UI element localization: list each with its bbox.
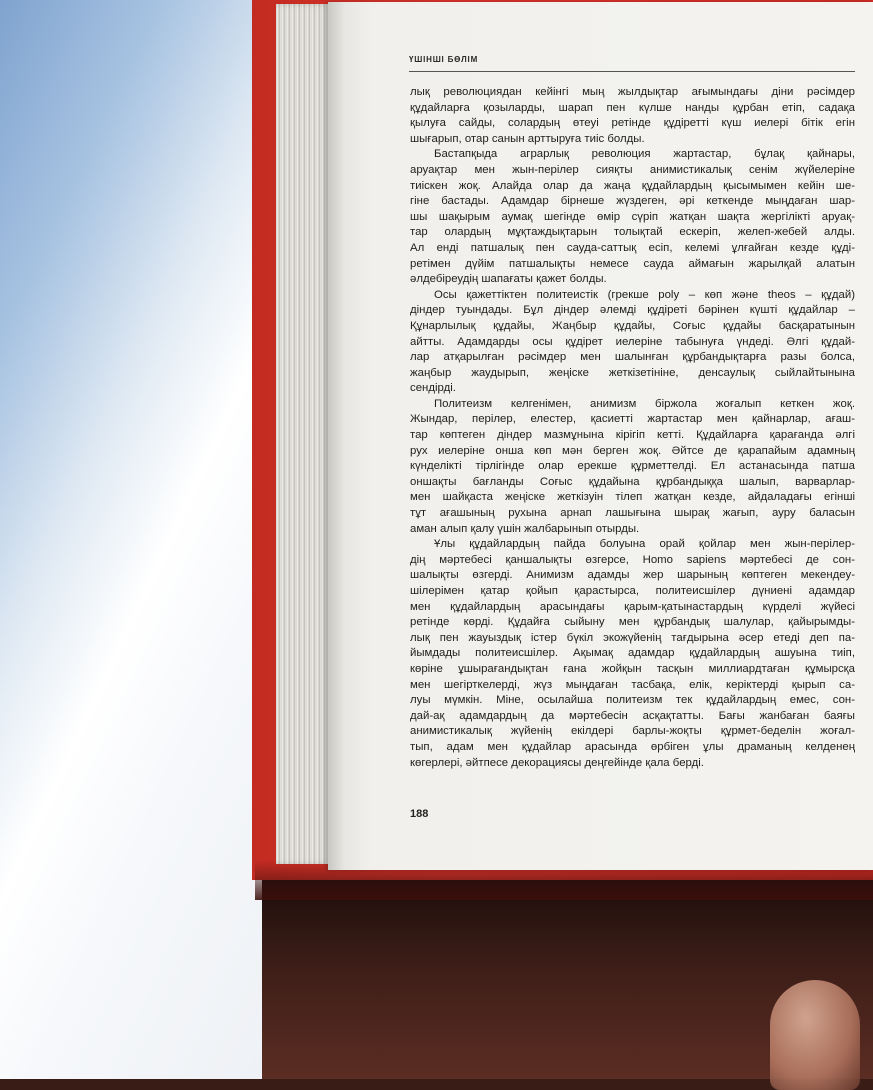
body-text [410, 85, 855, 771]
text-line: аман алып қалу үшін жалбарынып отырды. [410, 522, 640, 535]
page-number: 188 [410, 808, 429, 820]
text-line: оншақты бағланды Соғыс құдайына құрбандыққа шалып, варварлар- [410, 475, 855, 488]
background-surface [0, 0, 262, 1079]
text-line: тар көптеген діндер мазмұнына кірігіп кетті. Құдайларға қарағанда әлгі [410, 429, 855, 442]
text-line: сендірді. [410, 382, 456, 395]
text-line: тар олардың мұқтаждықтарын толықтай ескеріп, желеп-жебей алды. [410, 226, 855, 239]
text-line: тиіскен жоқ. Алайда олар да жаңа құдайлардың қысымымен кейін ше- [410, 179, 855, 192]
page-edges [276, 4, 330, 864]
text-line: рух иелеріне онша көп мән берген жоқ. Әйтсе де қарапайым адамның [410, 444, 855, 457]
text-line: Жындар, перілер, елестер, қасиетті жартастар мен қайнарлар, ағаш- [410, 413, 855, 426]
text-line: қылуға сайды, солардың өтеуі ретінде құдіретті күш иелері бітік егін [410, 117, 855, 130]
text-line: йымдады политеисшілер. Ақымақ адамдар құдайлардың ашуына тиіп, [410, 647, 855, 660]
text-line: айтты. Адамдарды осы құдірет иелеріне табынуға үндеді. Әлгі құдай- [410, 335, 855, 348]
text-line: тұт ағашының рухына арнап лашығына шырақ жағып, ауру баласын [410, 507, 855, 520]
text-line: әлдебіреудің шапағаты қажет болды. [410, 273, 607, 286]
text-line: жаңбыр жаудырып, жеңіске жеткізетініне, денсаулық сыйлайтынына [410, 366, 855, 379]
text-line: луы мүмкін. Міне, осылайша политеизм тек құдайлардың емес, сон- [410, 694, 855, 707]
text-line: шалықты өзгерді. Анимизм адамды жер шарының көптеген мекендеу- [410, 569, 855, 582]
text-line: ретімен дүйім патшалықты немесе сауда аймағын жарылқай алатын [410, 257, 855, 270]
text-line: көріне ұшырағандықтан ғана жойқын тасқын миллиардтаған құмырсқа [410, 662, 855, 675]
text-line: тып, адам мен құдайлар арасында өрбіген ұлы драманың келденең [410, 740, 855, 753]
finger-blur [770, 980, 860, 1090]
text-line: дің мәртебесі қаншалықты өзгерсе, Homo sapiens мәртебесі де сон- [410, 553, 855, 566]
text-line: лар атқарылған рәсімдер мен шалынған құрбандықтарға разы болса, [410, 351, 855, 364]
text-line: Осы қажеттіктен политеистік (грекше poly – көп және theos – құдай) [434, 288, 855, 301]
text-line: гіне бастады. Адамдар бірнеше жүздеген, әрі кеткенде мыңдаған шар- [410, 195, 855, 208]
text-line: аруақтар мен жын-перілер сияқты анимистикалық сенім жүйелеріне [410, 163, 855, 176]
text-line: діндер туындады. Бұл діндер әлемді құдіреті бәрінен күшті құдайлар – [410, 304, 855, 317]
text-line: көгерлері, әйтпесе декорациясы деңгейінде қала берді. [410, 756, 704, 769]
text-line: Ұлы құдайлардың пайда болуына орай қойлар мен жын-перілер- [434, 538, 855, 551]
text-line: мен шайқаста жеңіске жеткізуін тілеп жатқан кезде, айдаладағы егінші [410, 491, 855, 504]
running-header [409, 49, 855, 72]
text-line: лық пен жауыздық істер бүкіл экожүйенің тағдырына әсер етеді деп па- [410, 631, 855, 644]
text-line: ретінде көрді. Құдайға сыйыну мен құрбандық шалулар, қайырымды- [410, 616, 855, 629]
text-line: Құнарлылық құдайы, Жаңбыр құдайы, Соғыс құдайы басқаратынын [410, 319, 855, 332]
text-line: күнделікті тірлігінде олар ерекше құрметтелді. Ел астанасында патша [410, 460, 855, 473]
text-line: мен шегірткелерді, жүз мыңдаған тасбақа, елік, керіктерді қырып са- [410, 678, 855, 691]
text-line: Бастапқыда аграрлық революция жартастар, бұлақ қайнары, [434, 148, 855, 161]
text-line: шілерімен қатар қойып қарастырса, политеисшілер дүниені адамдар [410, 585, 855, 597]
text-line: Политеизм келгенімен, анимизм біржола жоғалып кеткен жоқ. [434, 397, 855, 410]
text-line: анимистикалық жүйенің екілдері барлы-жоқты құрмет-беделін жоғал- [410, 725, 855, 738]
chapter-title: ҮШІНШІ БӨЛІМ [409, 55, 479, 64]
text-line: Ал енді патшалық пен сауда-саттық есіп, келемі ұлғайған кезде құді- [410, 241, 855, 254]
text-line: мен құдайлардың арасындағы қарым-қатынастардың күрделі жүйесі [410, 600, 855, 613]
text-line: құдайларға қозыларды, шарап пен күлше нанды құрбан етіп, садақа [410, 101, 855, 114]
text-line: дай-ақ адамдардың да мәртебесін асқақтатты. Бағы жанбаған баяғы [410, 709, 855, 722]
text-line: шы шақырым аумақ шегінде өмір сүріп жатқан шақта жергілікті аруақ- [410, 210, 855, 223]
text-line: лық революциядан кейінгі мың жылдықтар ағымындағы діни рәсімдер [410, 86, 855, 98]
text-line: шығарып, отар санын арттыруға тиіс болды. [410, 132, 645, 145]
